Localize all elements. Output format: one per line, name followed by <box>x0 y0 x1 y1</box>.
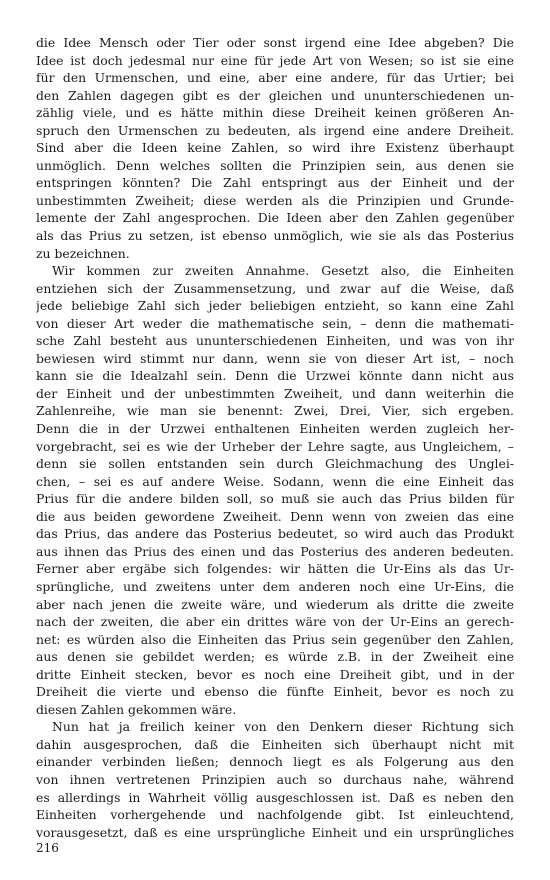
paragraph <box>36 34 514 262</box>
text-line: den Zahlen dagegen gibt es der gleichen und ununterschiedenen un- <box>36 87 514 103</box>
text-line: vorgebracht, sei es wie der Urheber der Lehre sagte, aus Ungleichem, – <box>36 438 514 454</box>
text-line: diesen Zahlen gekommen wäre. <box>36 701 237 717</box>
text-line: aus ihnen das Prius des einen und das Posterius des anderen bedeuten. <box>36 543 514 559</box>
text-line: Prius für die andere bilden soll, so muß sie auch das Prius bilden für <box>36 491 514 507</box>
text-line: net: es würden also die Einheiten das Prius sein gegenüber den Zahlen, <box>36 631 514 647</box>
text-line: unbestimmten Zweiheit; diese werden als die Prinzipien und Grunde- <box>36 192 514 208</box>
text-line: spruch den Urmenschen zu bedeuten, als irgend eine andere Dreiheit. <box>36 122 514 138</box>
text-line: aber nach jenen die zweite wäre, und wiederum als dritte die zweite <box>36 596 514 612</box>
text-line: einander verbinden ließen; dennoch liegt es als Folgerung aus den <box>36 754 514 770</box>
text-line: Sind aber die Ideen keine Zahlen, so wird ihre Existenz überhaupt <box>36 140 514 156</box>
text-line: chen, – sei es auf andere Weise. Sodann, wenn die eine Einheit das <box>36 473 514 489</box>
text-line: sche Zahl besteht aus ununterschiedenen Einheiten, und was von ihr <box>36 333 514 349</box>
text-line: vorausgesetzt, daß es eine ursprüngliche Einheit und ein ursprüngliches <box>36 824 514 840</box>
body-text <box>36 34 514 841</box>
text-line: für den Urmenschen, und eine, aber eine andere, für das Urtier; bei <box>36 70 514 86</box>
paragraph <box>36 262 514 718</box>
text-line: denn sie sollen entstanden sein durch Gleichmachung des Unglei- <box>36 456 514 472</box>
text-line: Ferner aber ergäbe sich folgendes: wir hätten die Ur-Eins als das Ur- <box>36 561 514 577</box>
text-line: das Prius, das andere das Posterius bedeutet, so wird auch das Produkt <box>36 526 514 542</box>
text-line: dritte Einheit stecken, bevor es noch eine Dreiheit gibt, und in der <box>36 666 514 682</box>
page-number: 216 <box>36 841 59 855</box>
text-line: bewiesen wird stimmt nur dann, wenn sie von dieser Art ist, – noch <box>36 350 514 366</box>
text-line: kann sie die Idealzahl sein. Denn die Urzwei könnte dann nicht aus <box>36 368 514 384</box>
text-line: jede beliebige Zahl sich jeder beliebigen entzieht, so kann eine Zahl <box>36 298 514 314</box>
text-line: der Einheit und der unbestimmten Zweiheit, und dann weiterhin die <box>36 385 514 401</box>
text-line: Dreiheit die vierte und ebenso die fünfte Einheit, bevor es noch zu <box>36 684 514 700</box>
text-line: unmöglich. Denn welches sollten die Prinzipien sein, aus denen sie <box>36 157 514 173</box>
text-line: Zahlenreihe, wie man sie benennt: Zwei, Drei, Vier, sich ergeben. <box>36 403 514 419</box>
text-line: sprüngliche, und zweitens unter dem anderen noch eine Ur-Eins, die <box>36 578 514 594</box>
text-line: zählig viele, und es hätte mithin diese Dreiheit keinen größeren An- <box>36 105 514 121</box>
text-line: entziehen sich der Zusammensetzung, und zwar auf die Weise, daß <box>36 280 514 296</box>
text-line: lemente der Zahl angesprochen. Die Ideen aber den Zahlen gegenüber <box>36 210 514 226</box>
text-line: Denn die in der Urzwei enthaltenen Einheiten werden zugleich her- <box>36 421 514 437</box>
text-line: die Idee Mensch oder Tier oder sonst irgend eine Idee abgeben? Die <box>36 35 514 50</box>
text-line: nach der zweiten, die aber ein drittes wäre von der Ur-Eins an gerech- <box>36 614 514 630</box>
text-line: die aus beiden gewordene Zweiheit. Denn wenn von zweien das eine <box>36 508 514 524</box>
text-line: Idee ist doch jedesmal nur eine für jede Art von Wesen; so ist sie eine <box>36 52 514 68</box>
text-line: zu bezeichnen. <box>36 245 130 261</box>
text-line: es allerdings in Wahrheit völlig ausgeschlossen ist. Daß es neben den <box>36 789 514 805</box>
text-line: dahin ausgesprochen, daß die Einheiten sich überhaupt nicht mit <box>36 736 514 752</box>
text-line: entspringen könnten? Die Zahl entspringt aus der Einheit und der <box>36 175 514 191</box>
paragraph <box>36 718 514 841</box>
text-line: von dieser Art weder die mathematische sein, – denn die mathemati- <box>36 315 514 331</box>
text-line: als das Prius zu setzen, ist ebenso unmöglich, wie sie als das Posterius <box>36 228 514 244</box>
text-line: von ihnen vertretenen Prinzipien auch so durchaus nahe, während <box>36 771 514 787</box>
text-line: Einheiten vorhergehende und nachfolgende gibt. Ist einleuchtend, <box>36 807 514 823</box>
text-line: Wir kommen zur zweiten Annahme. Gesetzt also, die Einheiten <box>52 263 514 279</box>
text-line: Nun hat ja freilich keiner von den Denkern dieser Richtung sich <box>52 719 514 735</box>
text-line: aus denen sie gebildet werden; es würde z.B. in der Zweiheit eine <box>36 649 514 665</box>
